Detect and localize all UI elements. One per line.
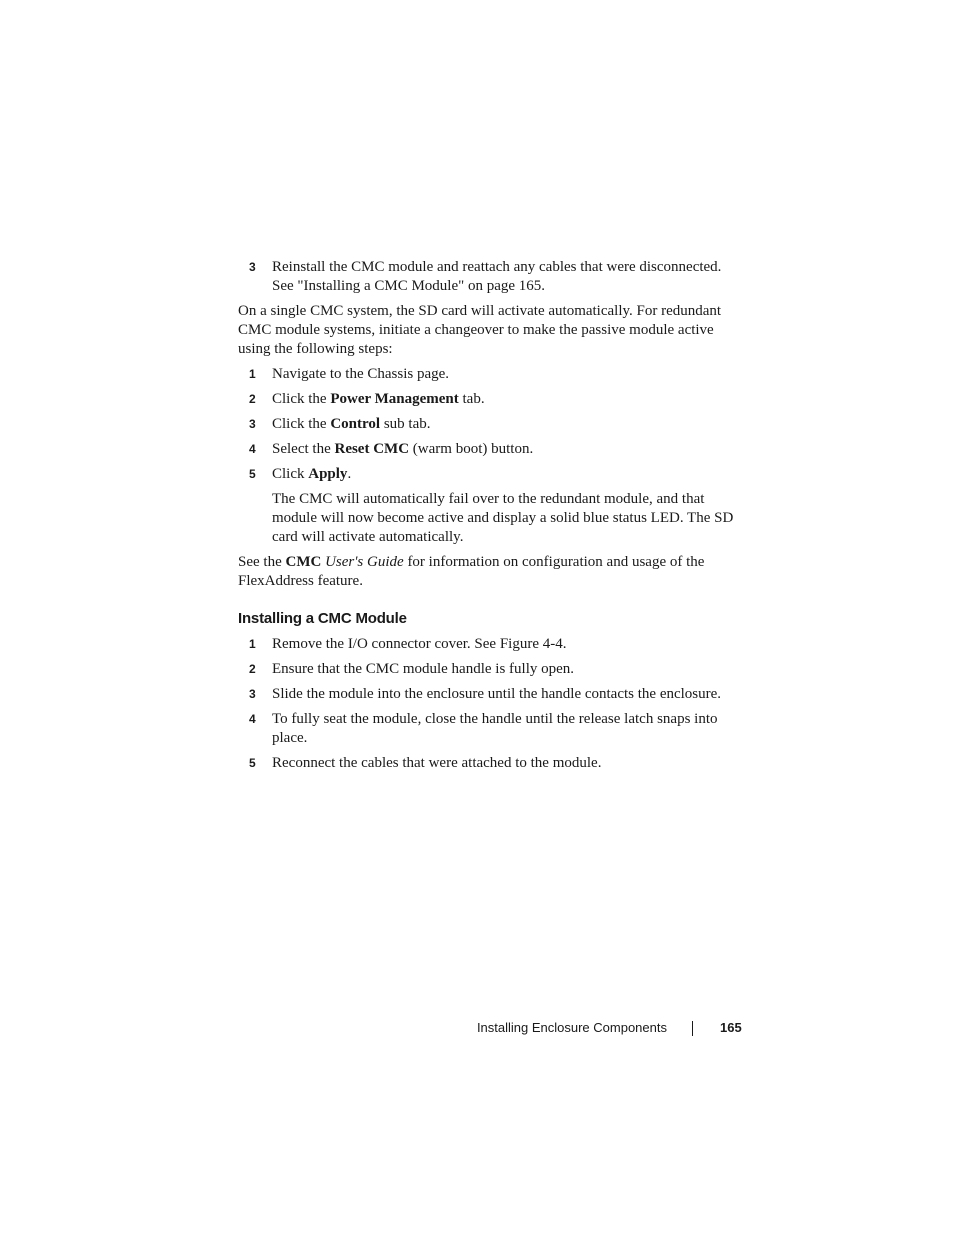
ui-term-reset-cmc: Reset CMC <box>334 441 410 457</box>
step-text-pre: Select the <box>272 441 331 457</box>
page-content <box>238 258 738 779</box>
step-text: Ensure that the CMC module handle is fully open. <box>272 661 575 677</box>
list-item <box>238 754 738 773</box>
step-text: Navigate to the Chassis page. <box>272 366 450 382</box>
step-number: 1 <box>249 637 256 651</box>
page-footer <box>0 1020 954 1040</box>
list-item <box>238 440 738 459</box>
step-text: To fully seat the module, close the handle until the release latch snaps into place. <box>272 711 718 746</box>
step-number: 5 <box>249 467 256 481</box>
see-text: See the <box>238 554 282 570</box>
list-item <box>238 660 738 679</box>
step-text-post: sub tab. <box>383 416 431 432</box>
guide-title: User's Guide <box>325 554 404 570</box>
step-text-pre: Click the <box>272 391 327 407</box>
list-item <box>238 635 738 654</box>
see-text-post: for information on configuration and usage of the FlexAddress feature. <box>238 554 705 589</box>
step-text: Remove the I/O connector cover. See Figure 4-4. <box>272 636 567 652</box>
step-text-post: (warm boot) button. <box>412 441 534 457</box>
step-text: Reinstall the CMC module and reattach any cables that were disconnected. See "Installing a CMC Module" on page 165. <box>272 259 722 294</box>
step-text-post: . <box>347 466 352 482</box>
step-number: 4 <box>249 442 256 456</box>
step-text: Reconnect the cables that were attached to the module. <box>272 755 602 771</box>
list-item <box>238 390 738 409</box>
list-item <box>238 365 738 384</box>
step-text-pre: Click <box>272 466 305 482</box>
ui-term-apply: Apply <box>308 466 348 482</box>
step-number: 2 <box>249 662 256 676</box>
page-number: 165 <box>720 1020 742 1035</box>
ui-term-control: Control <box>330 416 381 432</box>
cmc-term: CMC <box>285 554 322 570</box>
ui-term-power-management: Power Management <box>330 391 459 407</box>
list-item <box>238 465 738 484</box>
step-number: 3 <box>249 687 256 701</box>
list-item <box>238 415 738 434</box>
step-note: The CMC will automatically fail over to the redundant module, and that module will now become active and display a solid blue status LED. The SD card will activate automatically. <box>272 491 734 545</box>
step-number: 2 <box>249 392 256 406</box>
section-heading: Installing a CMC Module <box>238 610 407 627</box>
step-number: 1 <box>249 367 256 381</box>
step-text: Slide the module into the enclosure until the handle contacts the enclosure. <box>272 686 722 702</box>
list-item <box>238 685 738 704</box>
footer-divider <box>692 1021 693 1036</box>
list-item <box>238 710 738 748</box>
footer-chapter-title: Installing Enclosure Components <box>476 1020 667 1035</box>
paragraph-sd-card: On a single CMC system, the SD card will activate automatically. For redundant CMC module systems, initiate a changeover to make the passive module active using the following steps: <box>238 303 722 357</box>
step-number: 3 <box>249 417 256 431</box>
paragraph-see-guide <box>238 553 738 591</box>
step-number: 5 <box>249 756 256 770</box>
step-text-pre: Click the <box>272 416 327 432</box>
step-text-post: tab. <box>462 391 485 407</box>
list-item <box>238 258 738 296</box>
step-number: 3 <box>249 260 256 274</box>
step-number: 4 <box>249 712 256 726</box>
